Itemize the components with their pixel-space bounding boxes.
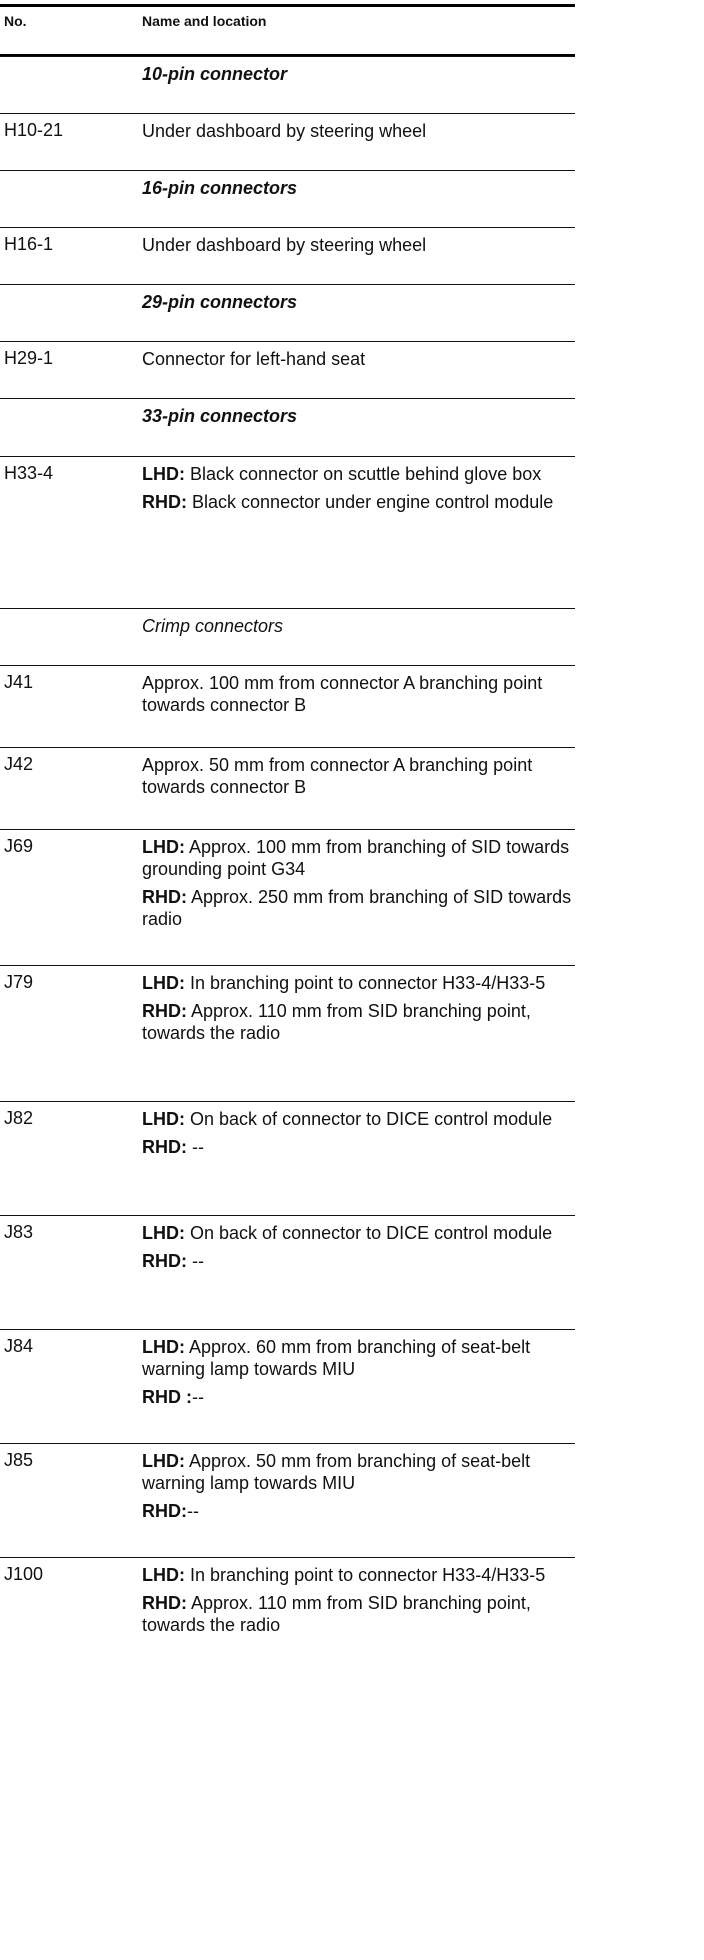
rhd-label: RHD: (142, 1251, 187, 1271)
rhd-text: -- (187, 1501, 199, 1521)
rhd-text: -- (192, 1387, 204, 1407)
connector-location (142, 1450, 575, 1528)
rhd-text: Approx. 250 mm from branching of SID towards radio (142, 887, 572, 929)
table-row (0, 747, 575, 829)
lhd-text: In branching point to connector H33-4/H33-5 (190, 973, 546, 993)
connector-location: Approx. 50 mm from connector A branching point towards connector B (142, 755, 533, 797)
rhd-note (142, 1250, 575, 1272)
lhd-text: In branching point to connector H33-4/H33-5 (190, 1565, 546, 1585)
section-title: 33-pin connectors (142, 406, 298, 426)
connector-location (142, 1222, 575, 1278)
connector-number: H33-4 (4, 463, 54, 483)
connector-location (142, 1336, 575, 1414)
lhd-note (142, 1222, 575, 1244)
lhd-text: Approx. 50 mm from branching of seat-belt warning lamp towards MIU (142, 1451, 531, 1493)
rhd-text: Approx. 110 mm from SID branching point, towards the radio (142, 1001, 531, 1043)
rhd-label: RHD: (142, 887, 187, 907)
lhd-label: LHD: (142, 464, 185, 484)
table-row (0, 1557, 575, 1697)
connector-number: H16-1 (4, 234, 54, 254)
connector-location: Under dashboard by steering wheel (142, 235, 427, 255)
connector-location (142, 972, 575, 1050)
connector-number: J82 (4, 1108, 34, 1128)
rhd-note (142, 1592, 575, 1636)
rhd-label: RHD: (142, 1001, 187, 1021)
lhd-label: LHD: (142, 973, 185, 993)
rhd-label: RHD: (142, 1501, 187, 1521)
table-row (0, 965, 575, 1101)
table-row (0, 341, 575, 398)
rhd-note (142, 886, 575, 930)
lhd-text: Approx. 60 mm from branching of seat-belt warning lamp towards MIU (142, 1337, 531, 1379)
rhd-label: RHD: (142, 1593, 187, 1613)
lhd-text: Approx. 100 mm from branching of SID towards grounding point G34 (142, 837, 570, 879)
lhd-label: LHD: (142, 1109, 185, 1129)
rhd-text: Black connector under engine control module (192, 492, 554, 512)
section-title: 10-pin connector (142, 64, 288, 84)
rhd-note (142, 1000, 575, 1044)
rhd-label: RHD : (142, 1387, 192, 1407)
table-row (0, 456, 575, 608)
rhd-text: -- (192, 1137, 205, 1157)
connector-number: J41 (4, 672, 34, 692)
section-title: Crimp connectors (142, 616, 284, 636)
section-row (0, 608, 575, 665)
lhd-note (142, 1450, 575, 1494)
rhd-label: RHD: (142, 1137, 187, 1157)
lhd-text: On back of connector to DICE control module (190, 1223, 553, 1243)
connector-number: J42 (4, 754, 34, 774)
header-name-location: Name and location (142, 13, 267, 29)
lhd-note (142, 1564, 575, 1586)
section-row (0, 56, 575, 113)
section-title: 16-pin connectors (142, 178, 298, 198)
section-title: 29-pin connectors (142, 292, 298, 312)
table-row (0, 1443, 575, 1557)
lhd-note (142, 1108, 575, 1130)
table-row (0, 1329, 575, 1443)
connector-location (142, 1108, 575, 1164)
connector-number: J83 (4, 1222, 34, 1242)
connector-number: H10-21 (4, 120, 64, 140)
lhd-label: LHD: (142, 1565, 185, 1585)
connector-location (142, 836, 575, 936)
rhd-note (142, 1386, 575, 1408)
lhd-label: LHD: (142, 1451, 185, 1471)
lhd-note (142, 463, 575, 485)
lhd-note (142, 836, 575, 880)
connector-number: J79 (4, 972, 34, 992)
lhd-label: LHD: (142, 837, 185, 857)
connector-location: Connector for left-hand seat (142, 349, 366, 369)
rhd-text: -- (192, 1251, 205, 1271)
table-row (0, 227, 575, 284)
table-row (0, 829, 575, 965)
lhd-label: LHD: (142, 1223, 185, 1243)
rhd-label: RHD: (142, 492, 187, 512)
rhd-note (142, 1500, 575, 1522)
connector-number: J100 (4, 1564, 44, 1584)
header-no: No. (4, 13, 27, 29)
section-row (0, 398, 575, 456)
connector-number: J85 (4, 1450, 34, 1470)
lhd-note (142, 1336, 575, 1380)
table-row (0, 1215, 575, 1329)
connector-location (142, 463, 575, 519)
connector-number: H29-1 (4, 348, 54, 368)
connector-table (0, 4, 575, 1697)
lhd-note (142, 972, 575, 994)
connector-location: Approx. 100 mm from connector A branching point towards connector B (142, 673, 543, 715)
lhd-text: On back of connector to DICE control module (190, 1109, 553, 1129)
table-row (0, 113, 575, 170)
lhd-text: Black connector on scuttle behind glove box (190, 464, 542, 484)
table-row (0, 1101, 575, 1215)
section-row (0, 170, 575, 227)
connector-number: J84 (4, 1336, 34, 1356)
rhd-text: Approx. 110 mm from SID branching point, towards the radio (142, 1593, 531, 1635)
table-header (0, 4, 575, 56)
connector-number: J69 (4, 836, 34, 856)
rhd-note (142, 1136, 575, 1158)
table-row (0, 665, 575, 747)
rhd-note (142, 491, 575, 513)
connector-location (142, 1564, 575, 1642)
connector-location: Under dashboard by steering wheel (142, 121, 427, 141)
lhd-label: LHD: (142, 1337, 185, 1357)
section-row (0, 284, 575, 341)
